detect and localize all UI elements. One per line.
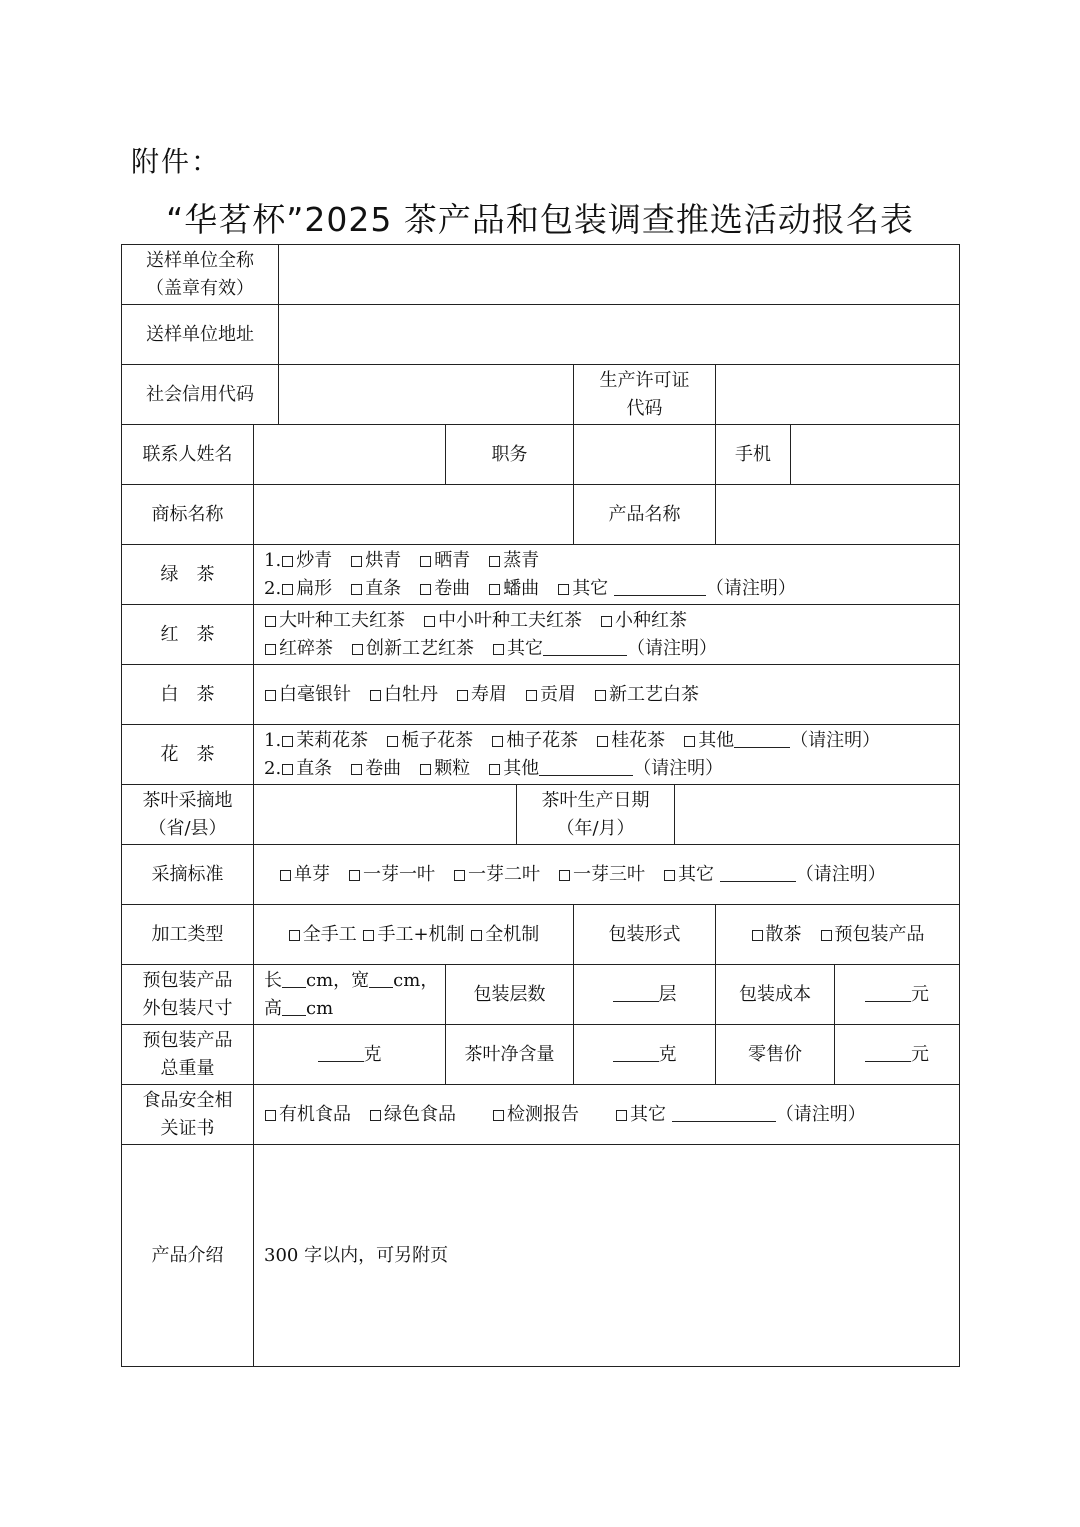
unit-address-field[interactable] bbox=[278, 304, 960, 365]
position-field[interactable] bbox=[573, 424, 716, 485]
checkbox[interactable] bbox=[265, 616, 276, 627]
checkbox[interactable] bbox=[363, 930, 374, 941]
checkbox[interactable] bbox=[457, 690, 468, 701]
intro-label: 产品介绍 bbox=[121, 1144, 254, 1367]
checkbox[interactable] bbox=[289, 930, 300, 941]
pick-place-label: 茶叶采摘地 （省/县） bbox=[121, 784, 254, 845]
checkbox[interactable] bbox=[280, 870, 291, 881]
brand-name-label: 商标名称 bbox=[121, 484, 254, 545]
checkbox[interactable] bbox=[424, 616, 435, 627]
checkbox[interactable] bbox=[752, 930, 763, 941]
unit-name-field[interactable] bbox=[278, 244, 960, 305]
checkbox[interactable] bbox=[351, 556, 362, 567]
retail-price-field: 元 bbox=[834, 1024, 960, 1085]
checkbox[interactable] bbox=[558, 584, 569, 595]
unit-address-label: 送样单位地址 bbox=[121, 304, 279, 365]
checkbox[interactable] bbox=[493, 1110, 504, 1121]
checkbox[interactable] bbox=[454, 870, 465, 881]
checkbox[interactable] bbox=[265, 690, 276, 701]
blank-line[interactable] bbox=[318, 1043, 364, 1062]
net-content-field: 克 bbox=[573, 1024, 716, 1085]
brand-name-field[interactable] bbox=[253, 484, 574, 545]
checkbox[interactable] bbox=[420, 764, 431, 775]
product-name-label: 产品名称 bbox=[573, 484, 716, 545]
checkbox[interactable] bbox=[597, 736, 608, 747]
pick-std-label: 采摘标准 bbox=[121, 844, 254, 905]
prod-date-field[interactable] bbox=[674, 784, 960, 845]
cert-label: 食品安全相 关证书 bbox=[121, 1084, 254, 1145]
process-type-options: 全手工 手工+机制 全机制 bbox=[253, 904, 574, 965]
blank-line[interactable] bbox=[282, 969, 306, 988]
checkbox[interactable] bbox=[420, 556, 431, 567]
green-tea-label: 绿 茶 bbox=[121, 544, 254, 605]
black-tea-label: 红 茶 bbox=[121, 604, 254, 665]
blank-line[interactable] bbox=[614, 577, 706, 596]
blank-line[interactable] bbox=[543, 637, 627, 656]
checkbox[interactable] bbox=[265, 644, 276, 655]
blank-line[interactable] bbox=[865, 983, 911, 1002]
attachment-label: 附件： bbox=[131, 145, 222, 178]
checkbox[interactable] bbox=[489, 584, 500, 595]
pkg-cost-field: 元 bbox=[834, 964, 960, 1025]
checkbox[interactable] bbox=[526, 690, 537, 701]
blank-line[interactable] bbox=[734, 729, 790, 748]
pkg-size-label: 预包装产品 外包装尺寸 bbox=[121, 964, 254, 1025]
total-weight-label: 预包装产品 总重量 bbox=[121, 1024, 254, 1085]
checkbox[interactable] bbox=[493, 644, 504, 655]
prod-date-label: 茶叶生产日期 （年/月） bbox=[516, 784, 675, 845]
pkg-layers-label: 包装层数 bbox=[445, 964, 574, 1025]
checkbox[interactable] bbox=[821, 930, 832, 941]
pick-std-options: 单芽 一芽一叶 一芽二叶 一芽三叶 其它 （请注明） bbox=[253, 844, 960, 905]
product-name-field[interactable] bbox=[715, 484, 960, 545]
white-tea-label: 白 茶 bbox=[121, 664, 254, 725]
blank-line[interactable] bbox=[369, 969, 393, 988]
white-tea-options: 白毫银针 白牡丹 寿眉 贡眉 新工艺白茶 bbox=[253, 664, 960, 725]
checkbox[interactable] bbox=[601, 616, 612, 627]
form-title: “华茗杯”2025 茶产品和包装调查推选活动报名表 bbox=[166, 200, 914, 239]
retail-price-label: 零售价 bbox=[715, 1024, 835, 1085]
blank-line[interactable] bbox=[865, 1043, 911, 1062]
unit-name-label: 送样单位全称 （盖章有效） bbox=[121, 244, 279, 305]
credit-code-label: 社会信用代码 bbox=[121, 364, 279, 425]
checkbox[interactable] bbox=[351, 584, 362, 595]
checkbox[interactable] bbox=[471, 930, 482, 941]
package-form-options: 散茶 预包装产品 bbox=[715, 904, 960, 965]
cert-options: 有机食品 绿色食品 检测报告 其它 （请注明） bbox=[253, 1084, 960, 1145]
blank-line[interactable] bbox=[282, 997, 306, 1016]
blank-line[interactable] bbox=[613, 1043, 659, 1062]
checkbox[interactable] bbox=[684, 736, 695, 747]
checkbox[interactable] bbox=[349, 870, 360, 881]
position-label: 职务 bbox=[445, 424, 574, 485]
checkbox[interactable] bbox=[387, 736, 398, 747]
checkbox[interactable] bbox=[492, 736, 503, 747]
checkbox[interactable] bbox=[559, 870, 570, 881]
license-code-field[interactable] bbox=[715, 364, 960, 425]
checkbox[interactable] bbox=[489, 556, 500, 567]
pkg-cost-label: 包装成本 bbox=[715, 964, 835, 1025]
process-type-label: 加工类型 bbox=[121, 904, 254, 965]
flower-tea-label: 花 茶 bbox=[121, 724, 254, 785]
pkg-size-field: 长 cm，宽 cm， 高 cm bbox=[253, 964, 446, 1025]
checkbox[interactable] bbox=[351, 764, 362, 775]
blank-line[interactable] bbox=[720, 863, 796, 882]
checkbox[interactable] bbox=[352, 644, 363, 655]
package-form-label: 包装形式 bbox=[573, 904, 716, 965]
blank-line[interactable] bbox=[539, 757, 633, 776]
blank-line[interactable] bbox=[613, 983, 659, 1002]
checkbox[interactable] bbox=[265, 1110, 276, 1121]
checkbox[interactable] bbox=[664, 870, 675, 881]
green-tea-options: 1. 炒青 烘青 晒青 蒸青 2. 扁形 直条 卷曲 蟠曲 其它 （请注明） bbox=[253, 544, 960, 605]
contact-name-label: 联系人姓名 bbox=[121, 424, 254, 485]
checkbox[interactable] bbox=[370, 1110, 381, 1121]
pick-place-field[interactable] bbox=[253, 784, 517, 845]
checkbox[interactable] bbox=[616, 1110, 627, 1121]
black-tea-options: 大叶种工夫红茶 中小叶种工夫红茶 小种红茶 红碎茶 创新工艺红茶 其它 （请注明） bbox=[253, 604, 960, 665]
checkbox[interactable] bbox=[282, 584, 293, 595]
total-weight-field: 克 bbox=[253, 1024, 446, 1085]
checkbox[interactable] bbox=[595, 690, 606, 701]
checkbox[interactable] bbox=[370, 690, 381, 701]
mobile-field[interactable] bbox=[790, 424, 960, 485]
net-content-label: 茶叶净含量 bbox=[445, 1024, 574, 1085]
license-code-label: 生产许可证 代码 bbox=[573, 364, 716, 425]
checkbox[interactable] bbox=[420, 584, 431, 595]
flower-tea-options: 1. 茉莉花茶 栀子花茶 柚子花茶 桂花茶 其他 （请注明） 2. 直条 卷曲 颗粒 其他 （请注明） bbox=[253, 724, 960, 785]
credit-code-field[interactable] bbox=[278, 364, 574, 425]
checkbox[interactable] bbox=[282, 556, 293, 567]
pkg-layers-field: 层 bbox=[573, 964, 716, 1025]
contact-name-field[interactable] bbox=[253, 424, 446, 485]
blank-line[interactable] bbox=[672, 1103, 776, 1122]
intro-field[interactable]: 300 字以内，可另附页 bbox=[253, 1144, 960, 1367]
checkbox[interactable] bbox=[282, 764, 293, 775]
checkbox[interactable] bbox=[282, 736, 293, 747]
mobile-label: 手机 bbox=[715, 424, 791, 485]
checkbox[interactable] bbox=[489, 764, 500, 775]
